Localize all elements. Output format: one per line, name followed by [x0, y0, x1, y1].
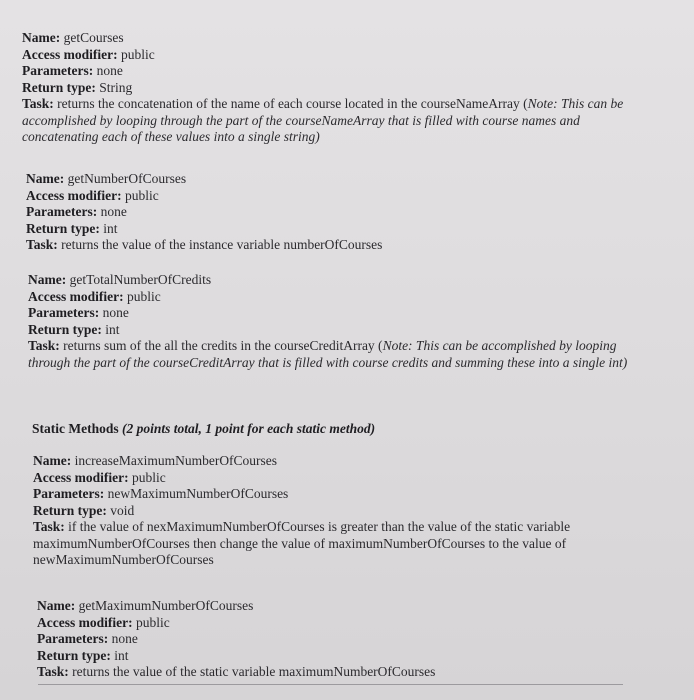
method-increasemaximumnumberofcourses: [33, 453, 625, 569]
method-params-line: Parameters: newMaximumNumberOfCourses: [33, 486, 289, 501]
divider-line: [38, 684, 623, 685]
method-name-line: Name: increaseMaximumNumberOfCourses: [33, 453, 278, 468]
method-return-line: Return type: String: [22, 79, 133, 95]
method-params-line: Parameters: none: [28, 305, 129, 320]
method-access-line: Access modifier: public: [22, 46, 155, 62]
method-task-line: Task: if the value of nexMaximumNumberOfCourses is greater than the value of the static variable maximumNumberOfCourses then change the value of maximumNumberOfCourses to the value of newMaximumNumberOfCourses: [33, 519, 571, 567]
method-name-line: Name: getMaximumNumberOfCourses: [37, 598, 254, 613]
method-task-line: Task: returns the value of the instance variable numberOfCourses: [26, 237, 383, 252]
method-params-line: Parameters: none: [22, 63, 123, 78]
method-getmaximumnumberofcourses: [37, 598, 627, 681]
method-task-line: Task: returns the value of the static variable maximumNumberOfCourses: [37, 664, 436, 679]
static-methods-heading: Static Methods (2 points total, 1 point for each static method): [32, 421, 376, 436]
method-name-line: Name: getTotalNumberOfCredits: [28, 272, 212, 287]
method-getcourses: [22, 30, 632, 146]
method-gettotalnumberofcredits: [28, 272, 632, 371]
method-access-line: Access modifier: public: [37, 614, 170, 630]
method-access-line: Access modifier: public: [33, 469, 166, 485]
method-getnumberofcourses: [26, 171, 636, 254]
method-task-line: Task: returns the concatenation of the name of each course located in the courseNameArray (Note: This can be accomplished by looping through the part of the courseNameArray that is filled with course names and concatenating each of these values into a single string): [22, 96, 624, 144]
method-return-line: Return type: void: [33, 502, 135, 518]
method-return-line: Return type: int: [28, 321, 120, 337]
method-access-line: Access modifier: public: [28, 288, 161, 304]
method-return-line: Return type: int: [37, 647, 129, 663]
method-params-line: Parameters: none: [37, 631, 138, 646]
method-return-line: Return type: int: [26, 220, 118, 236]
method-task-line: Task: returns sum of the all the credits in the courseCreditArray (Note: This can be accomplished by looping through the part of the courseCreditArray that is filled with course credits and summing these into a single int): [28, 338, 628, 370]
method-name-line: Name: getCourses: [22, 30, 124, 45]
method-access-line: Access modifier: public: [26, 187, 159, 203]
method-name-line: Name: getNumberOfCourses: [26, 171, 187, 186]
method-params-line: Parameters: none: [26, 204, 127, 219]
